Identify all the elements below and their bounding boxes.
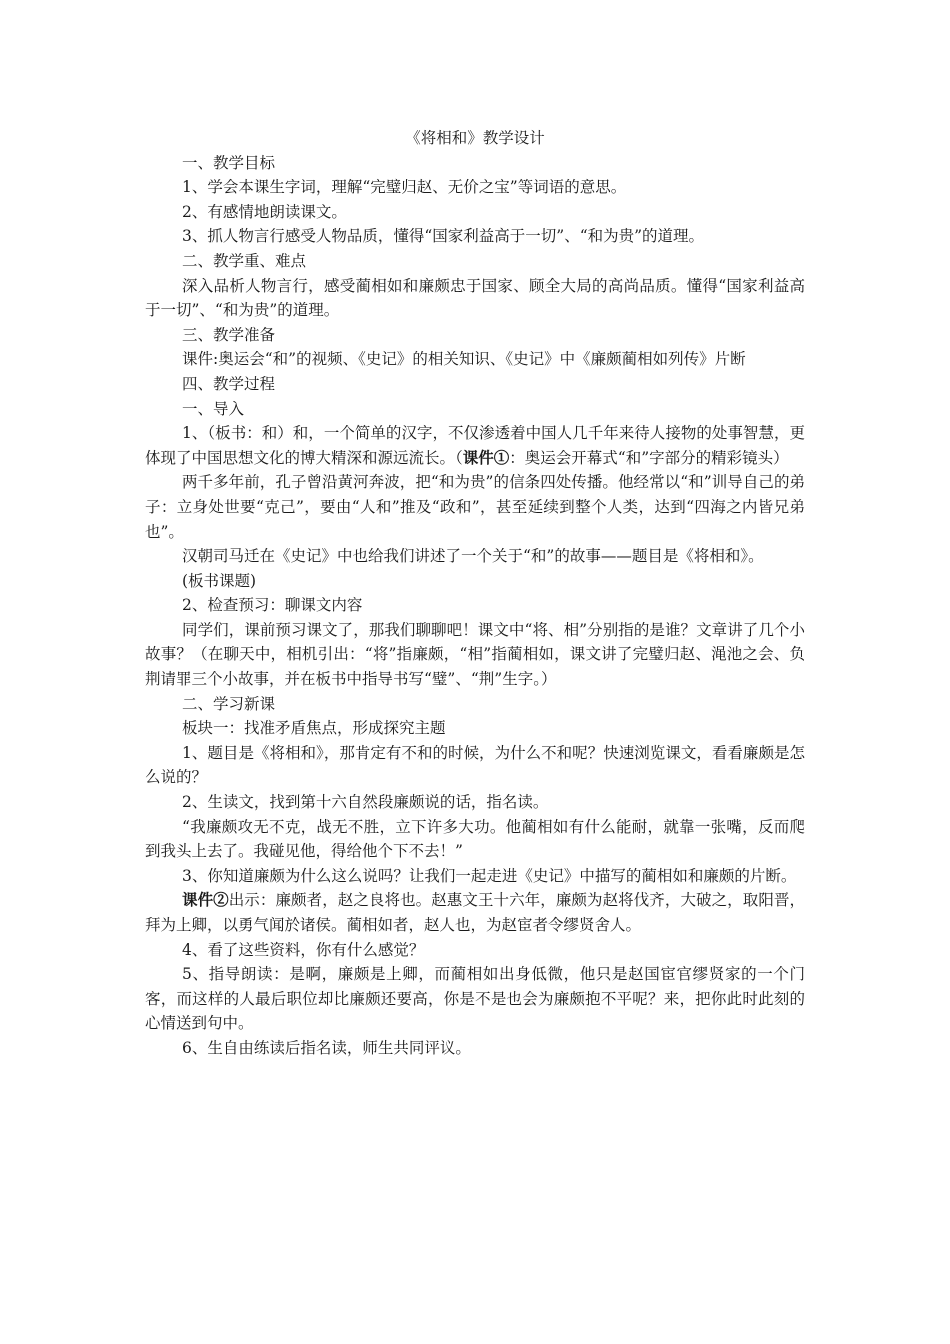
section-heading — [145, 323, 805, 348]
paragraph-text: 板块一：找准矛盾焦点，形成探究主题 — [182, 719, 446, 738]
paragraph-text: (板书课题) — [182, 571, 257, 590]
paragraph — [145, 1036, 805, 1061]
paragraph-text: 二、教学重、难点 — [182, 251, 307, 270]
paragraph — [145, 224, 805, 249]
paragraph — [145, 618, 805, 692]
paragraph — [145, 593, 805, 618]
paragraph-text: 一、教学目标 — [182, 153, 276, 172]
paragraph-text: 两千多年前，孔子曾沿黄河奔波，把“和为贵”的信条四处传播。他经常以“和”训导自己的弟子：立身处世要“克己”，要由“人和”推及“政和”，甚至延续到整个人类，达到“四海之内皆兄弟也”。 — [145, 473, 805, 541]
section-heading — [145, 151, 805, 176]
paragraph — [145, 888, 805, 937]
paragraph — [145, 790, 805, 815]
paragraph — [145, 741, 805, 790]
paragraph-text: 1、（板书：和）和，一个简单的汉字，不仅渗透着中国人几千年来待人接物的处事智慧，更体现了中国思想文化的博大精深和源远流长。（ — [145, 424, 805, 467]
paragraph — [145, 421, 805, 470]
paragraph — [145, 544, 805, 569]
paragraph-text: 1、题目是《将相和》，那肯定有不和的时候，为什么不和呢？快速浏览课文，看看廉颇是怎么说的？ — [145, 743, 805, 787]
paragraph-text: 3、你知道廉颇为什么这么说吗？让我们一起走进《史记》中描写的蔺相如和廉颇的片断。 — [182, 866, 797, 885]
paragraph-text: 三、教学准备 — [182, 325, 276, 344]
paragraph — [145, 569, 805, 594]
document-body — [145, 126, 805, 1061]
section-heading — [145, 249, 805, 274]
paragraph — [145, 200, 805, 225]
paragraph-text: 1、学会本课生字词，理解“完璧归赵、无价之宝”等词语的意思。 — [182, 178, 627, 197]
paragraph-text: 3、抓人物言行感受人物品质，懂得“国家利益高于一切”、“和为贵”的道理。 — [182, 227, 705, 246]
courseware-label: 课件② — [182, 890, 229, 910]
paragraph — [145, 962, 805, 1036]
paragraph — [145, 716, 805, 741]
paragraph-text: 课件:奥运会“和”的视频、《史记》的相关知识、《史记》中《廉颇蔺相如列传》片断 — [182, 350, 746, 369]
paragraph — [145, 175, 805, 200]
paragraph — [145, 470, 805, 544]
section-heading — [145, 397, 805, 422]
section-heading — [145, 372, 805, 397]
paragraph — [145, 274, 805, 323]
paragraph — [145, 864, 805, 889]
paragraph-text: 2、生读文，找到第十六自然段廉颇说的话，指名读。 — [182, 793, 549, 812]
paragraph — [145, 347, 805, 372]
quotation — [145, 815, 805, 864]
courseware-label: 课件① — [462, 447, 510, 467]
paragraph-text: “我廉颇攻无不克，战无不胜，立下许多大功。他蔺相如有什么能耐，就靠一张嘴，反而爬到我头上去了。我碰见他，得给他个下不去！” — [145, 817, 805, 861]
paragraph-text: 二、学习新课 — [182, 694, 276, 713]
paragraph-text: 2、有感情地朗读课文。 — [182, 202, 347, 221]
paragraph-text: 2、检查预习：聊课文内容 — [182, 596, 363, 615]
paragraph-text: 一、导入 — [182, 399, 245, 418]
paragraph-text: ：奥运会开幕式“和”字部分的精彩镜头） — [509, 448, 789, 467]
paragraph-text: 四、教学过程 — [182, 374, 276, 393]
section-heading — [145, 692, 805, 717]
document-title: 《将相和》教学设计 — [405, 129, 545, 147]
paragraph-text: 汉朝司马迁在《史记》中也给我们讲述了一个关于“和”的故事——题目是《将相和》。 — [182, 547, 764, 566]
paragraph-text: 4、看了这些资料，你有什么感觉？ — [182, 940, 425, 959]
paragraph-text: 6、生自由练读后指名读，师生共同评议。 — [182, 1038, 471, 1057]
paragraph — [145, 938, 805, 963]
paragraph-text: 深入品析人物言行，感受蔺相如和廉颇忠于国家、顾全大局的高尚品质。懂得“国家利益高于一切”、“和为贵”的道理。 — [145, 276, 805, 320]
paragraph-text: 同学们，课前预习课文了，那我们聊聊吧！课文中“将、相”分别指的是谁？文章讲了几个小故事？（在聊天中，相机引出：“将”指廉颇，“相”指蔺相如，课文讲了完璧归赵、渑池之会、负荆请罪三个小故事，并在板书中指导书写“璧”、“荆”生字。） — [145, 620, 805, 689]
paragraph-text: 出示：廉颇者，赵之良将也。赵惠文王十六年，廉颇为赵将伐齐，大破之，取阳晋，拜为上卿，以勇气闻於诸侯。蔺相如者，赵人也，为赵宦者令缪贤舍人。 — [145, 891, 805, 934]
paragraph-text: 5、指导朗读：是啊，廉颇是上卿，而蔺相如出身低微，他只是赵国宦官缪贤家的一个门客，而这样的人最后职位却比廉颇还要高，你是不是也会为廉颇抱不平呢？来，把你此时此刻的心情送到句中。 — [145, 965, 805, 1033]
